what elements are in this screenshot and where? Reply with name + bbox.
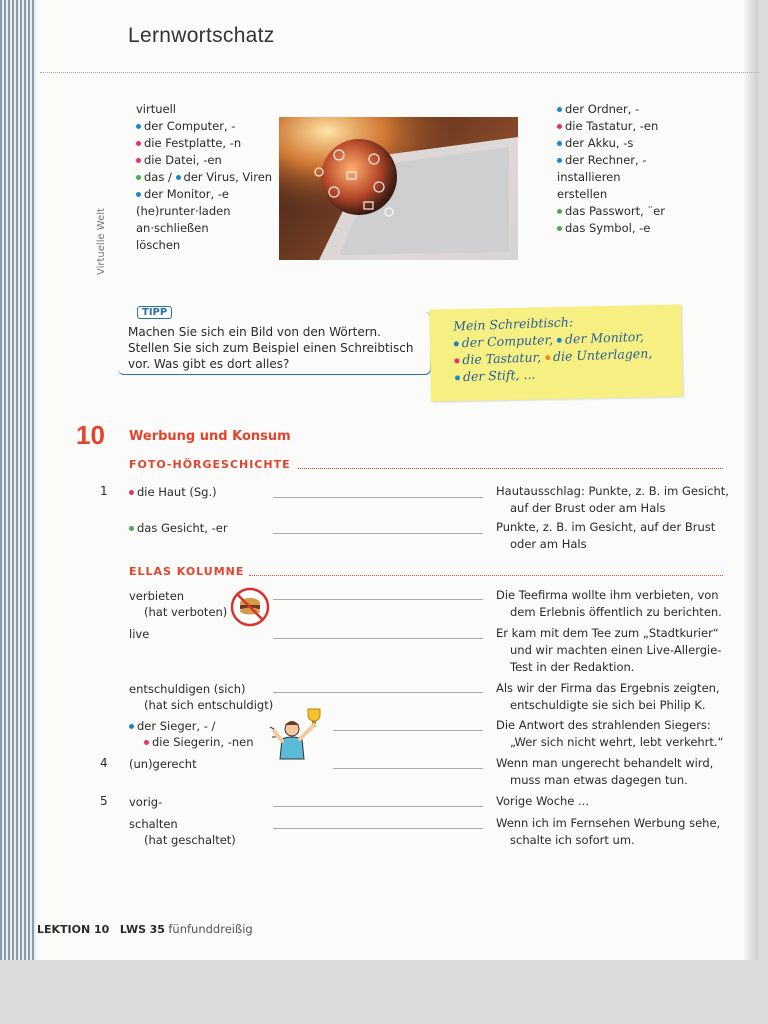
- subheading-rule: [249, 575, 723, 576]
- note-line: der Stift, ...: [455, 362, 653, 386]
- vocab-item: die Datei, -en: [136, 152, 272, 169]
- write-line[interactable]: [273, 599, 483, 600]
- vocab-item: erstellen: [557, 187, 608, 201]
- example-sentence: Als wir der Firma das Ergebnis zeigten, entschuldigte sie sich bei Philip K.: [496, 681, 720, 712]
- masculine-dot-icon: [455, 375, 460, 380]
- plural-dot-icon: [545, 355, 550, 360]
- feminine-dot-icon: [136, 158, 141, 163]
- vocab-item: die Tastatur, -en: [557, 118, 665, 135]
- example-sentence: Die Teefirma wollte ihm verbieten, von dem Erlebnis öffentlich zu berichten.: [496, 588, 722, 619]
- vocab-item: der Rechner, -: [557, 152, 665, 169]
- winner-trophy-icon: [268, 705, 332, 769]
- tip-line: Machen Sie sich ein Bild von den Wörtern.: [128, 325, 381, 339]
- masculine-dot-icon: [557, 337, 562, 342]
- feminine-dot-icon: [136, 141, 141, 146]
- vocab-item: das Symbol, -e: [557, 220, 665, 237]
- photo-illustration: [279, 117, 518, 260]
- example-sentence: Die Antwort des strahlenden Siegers: „Wer sich nicht wehrt, lebt verkehrt.“: [496, 718, 724, 749]
- vocab-word: schalten (hat geschaltet): [129, 817, 236, 847]
- write-line[interactable]: [273, 806, 483, 807]
- title-divider: [40, 72, 760, 73]
- side-label: Virtuelle Welt: [96, 208, 107, 275]
- write-line[interactable]: [273, 828, 483, 829]
- note-heading: Mein Schreibtisch:: [452, 314, 574, 334]
- neuter-dot-icon: [557, 226, 562, 231]
- vocab-item: das / der Virus, Viren: [136, 169, 272, 186]
- tablet-globe-photo: [279, 117, 518, 260]
- no-food-icon: [230, 587, 270, 631]
- write-line[interactable]: [333, 730, 483, 731]
- masculine-dot-icon: [129, 724, 134, 729]
- subheading-foto: FOTO-HÖRGESCHICHTE: [129, 458, 291, 471]
- vocab-item: der Ordner, -: [557, 101, 665, 118]
- line-number: 5: [100, 794, 108, 808]
- line-number: 1: [100, 484, 108, 498]
- masculine-dot-icon: [557, 107, 562, 112]
- vocab-item: virtuell: [136, 102, 176, 116]
- page-footer: [37, 922, 253, 936]
- vocab-word: die Haut (Sg.): [129, 484, 217, 500]
- example-sentence: Wenn man ungerecht behandelt wird, muss man etwas dagegen tun.: [496, 756, 714, 787]
- masculine-dot-icon: [557, 141, 562, 146]
- vocab-item: der Computer, -: [136, 118, 272, 135]
- vocab-item: das Passwort, ¨er: [557, 203, 665, 220]
- subheading-kolumne: ELLAS KOLUMNE: [129, 565, 245, 578]
- note-line: die Tastatur, die Unterlagen,: [454, 345, 652, 369]
- vocab-item: die Festplatte, -n: [136, 135, 272, 152]
- book-spine: [0, 0, 36, 960]
- feminine-dot-icon: [557, 124, 562, 129]
- feminine-dot-icon: [144, 740, 149, 745]
- masculine-dot-icon: [176, 175, 181, 180]
- write-line[interactable]: [333, 768, 483, 769]
- feminine-dot-icon: [129, 490, 134, 495]
- page-title: Lernwortschatz: [128, 24, 275, 47]
- section-title: Werbung und Konsum: [129, 429, 291, 444]
- tip-line: vor. Was gibt es dort alles?: [128, 357, 290, 371]
- lesson-label: LEKTION 10: [37, 923, 110, 936]
- vocab-word: das Gesicht, -er: [129, 520, 228, 536]
- write-line[interactable]: [273, 638, 483, 639]
- example-sentence: Er kam mit dem Tee zum „Stadtkurier“ und wir machten einen Live-Allergie- Test in der Redaktion.: [496, 626, 722, 674]
- feminine-dot-icon: [454, 358, 459, 363]
- write-line[interactable]: [273, 497, 483, 498]
- section-number: 10: [76, 420, 105, 450]
- vocab-item: (he)runter·laden: [136, 204, 231, 218]
- masculine-dot-icon: [557, 158, 562, 163]
- vocab-item: der Monitor, -e: [136, 186, 272, 203]
- example-sentence: Wenn ich im Fernsehen Werbung sehe, schalte ich sofort um.: [496, 816, 721, 847]
- write-line[interactable]: [273, 692, 483, 693]
- tip-text: [128, 324, 438, 372]
- vocab-word: vorig-: [129, 795, 163, 809]
- sticky-note-text: [453, 311, 653, 386]
- write-line[interactable]: [273, 533, 483, 534]
- example-sentence: Hautausschlag: Punkte, z. B. im Gesicht, auf der Brust oder am Hals: [496, 484, 729, 515]
- vocab-item: löschen: [136, 238, 181, 252]
- page-number-word: fünfunddreißig: [168, 922, 253, 936]
- lws-label: LWS: [119, 923, 147, 936]
- vocab-word: der Sieger, - / die Siegerin, -nen: [129, 718, 254, 750]
- line-number: 4: [100, 756, 108, 770]
- tip-tag: TIPP: [137, 306, 172, 319]
- neuter-dot-icon: [136, 175, 141, 180]
- masculine-dot-icon: [136, 192, 141, 197]
- tip-line: Stellen Sie sich zum Beispiel einen Schreibtisch: [128, 341, 414, 355]
- neuter-dot-icon: [129, 526, 134, 531]
- note-line: der Computer, der Monitor,: [453, 328, 651, 352]
- vocab-word: (un)gerecht: [129, 757, 197, 771]
- subheading-rule: [298, 468, 723, 469]
- vocab-item: installieren: [557, 170, 621, 184]
- example-sentence: Vorige Woche ...: [496, 794, 590, 808]
- page-number: 35: [149, 923, 165, 936]
- vocab-item: der Akku, -s: [557, 135, 665, 152]
- page-edge: [744, 0, 758, 960]
- vocab-word: entschuldigen (sich) (hat sich entschuldigt): [129, 682, 274, 712]
- example-sentence: Punkte, z. B. im Gesicht, auf der Brust oder am Hals: [496, 520, 716, 551]
- vocab-word: live: [129, 627, 150, 641]
- masculine-dot-icon: [454, 341, 459, 346]
- masculine-dot-icon: [136, 124, 141, 129]
- neuter-dot-icon: [557, 209, 562, 214]
- vocab-list-right: [557, 101, 665, 237]
- vocab-list-left: [136, 101, 272, 254]
- vocab-item: an·schließen: [136, 221, 209, 235]
- vocab-word: verbieten (hat verboten): [129, 589, 228, 619]
